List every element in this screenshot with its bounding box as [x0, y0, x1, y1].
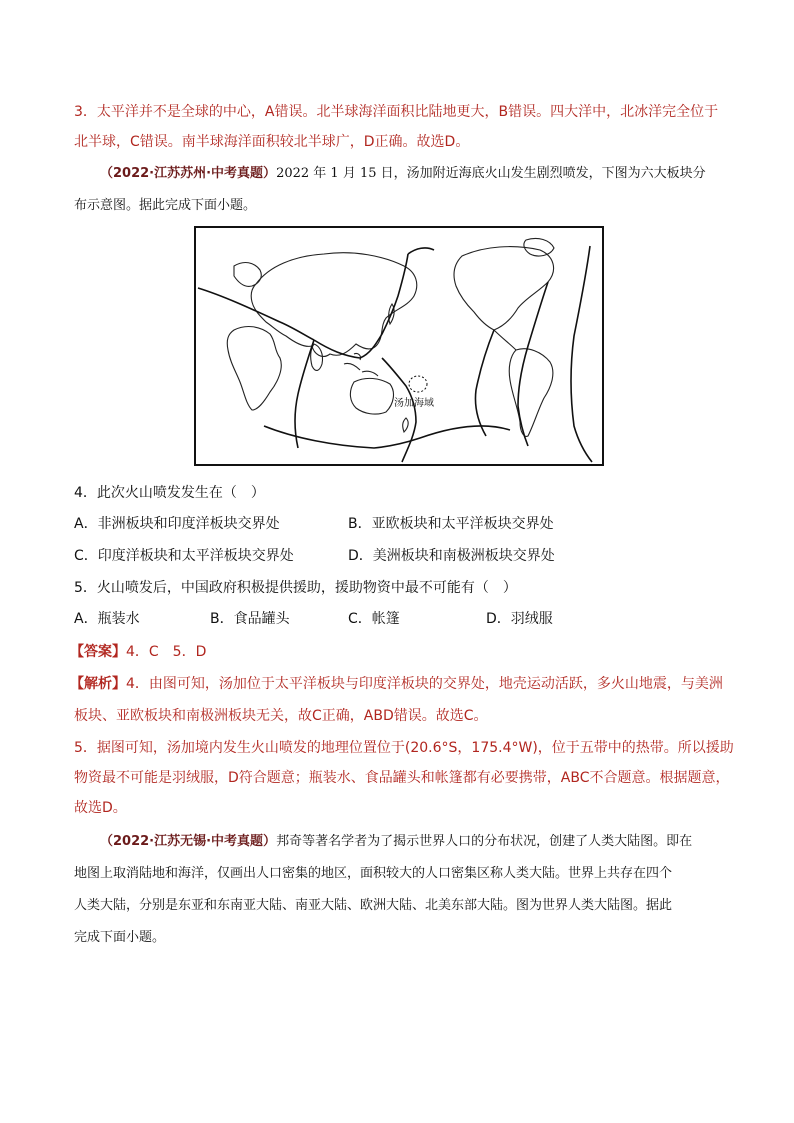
- analysis-line-5: 故选D。: [74, 800, 127, 816]
- question-4-option-a: A．非洲板块和印度洋板块交界处: [74, 516, 280, 532]
- explanation-3-line-2: 北半球，C错误。南半球海洋面积较北半球广，D正确。故选D。: [74, 134, 470, 150]
- analysis-line-2: 板块、亚欧板块和南极洲板块无关，故C正确，ABD错误。故选C。: [74, 708, 488, 724]
- map-frame: [195, 227, 603, 465]
- answer-tag: 【答案】: [70, 644, 126, 660]
- question-5-option-b: B．食品罐头: [210, 611, 290, 627]
- question-5-stem: 5．火山喷发后，中国政府积极提供援助，援助物资中最不可能有（ ）: [74, 580, 517, 596]
- plate-map: [194, 226, 604, 466]
- answer-line: [70, 642, 206, 662]
- analysis-text-1: 4．由图可知，汤加位于太平洋板块与印度洋板块的交界处，地壳运动活跃，多火山地震，与美洲: [126, 676, 723, 692]
- intro-2-line-2: 地图上取消陆地和海洋，仅画出人口密集的地区，面积较大的人口密集区称人类大陆。世界上共存在四个: [74, 866, 673, 881]
- intro-1-line-1: [100, 164, 706, 184]
- tonga-label: 汤加海域: [394, 398, 434, 409]
- intro-2-text: 邦奇等著名学者为了揭示世界人口的分布状况，创建了人类大陆图。即在: [276, 834, 693, 849]
- explanation-3-line-1: 3．太平洋并不是全球的中心，A错误。北半球海洋面积比陆地更大，B错误。四大洋中，北冰洋完全位于: [74, 104, 719, 120]
- analysis-line-4: 物资最不可能是羽绒服，D符合题意；瓶装水、食品罐头和帐篷都有必要携带，ABC不合题意。根据题意，: [74, 770, 730, 786]
- question-5-option-d: D．羽绒服: [486, 611, 553, 627]
- intro-2-line-3: 人类大陆，分别是东亚和东南亚大陆、南亚大陆、欧洲大陆、北美东部大陆。图为世界人类大陆图。据此: [74, 898, 673, 913]
- question-4-option-d: D．美洲板块和南极洲板块交界处: [348, 548, 555, 564]
- question-4-stem: 4．此次火山喷发发生在（ ）: [74, 485, 265, 501]
- intro-1-line-2: 布示意图。据此完成下面小题。: [74, 198, 257, 213]
- analysis-line-3: 5．据图可知，汤加境内发生火山喷发的地理位置位于(20.6°S，175.4°W)，位于五带中的热带。所以援助: [74, 740, 734, 756]
- intro-2-line-1: [100, 832, 692, 852]
- analysis-tag: 【解析】: [70, 676, 126, 692]
- question-4-option-b: B．亚欧板块和太平洋板块交界处: [348, 516, 554, 532]
- intro-1-source: （2022·江苏苏州·中考真题）: [100, 166, 277, 181]
- answer-text: 4．C 5．D: [126, 644, 207, 660]
- analysis-line-1: [70, 674, 723, 694]
- question-5-option-c: C．帐篷: [348, 611, 400, 627]
- intro-2-source: （2022·江苏无锡·中考真题）: [100, 834, 277, 849]
- intro-2-line-4: 完成下面小题。: [74, 930, 166, 945]
- intro-1-text: 2022 年 1 月 15 日，汤加附近海底火山发生剧烈喷发，下图为六大板块分: [276, 166, 706, 181]
- question-4-option-c: C．印度洋板块和太平洋板块交界处: [74, 548, 294, 564]
- question-5-option-a: A．瓶装水: [74, 611, 140, 627]
